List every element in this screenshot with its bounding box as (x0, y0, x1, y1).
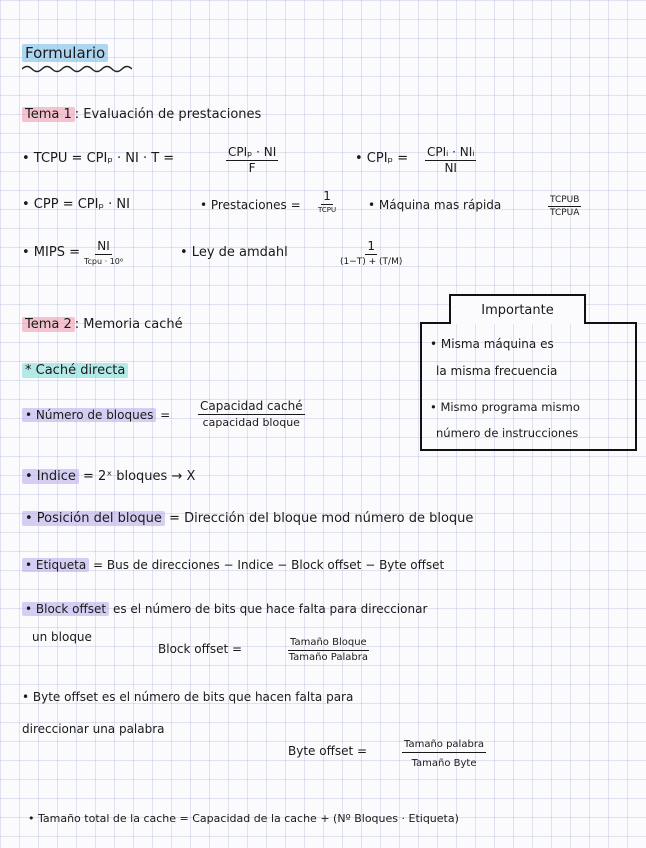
byte-offset-numerator: Tamaño palabra (402, 739, 486, 753)
tema1-title: : Evaluación de prestaciones (74, 107, 262, 122)
block-offset-denominator: Tamaño Palabra (288, 652, 368, 663)
block-offset-term: • Block offset (22, 602, 109, 616)
importante-title: Importante (449, 294, 586, 324)
tcpu-denominator: F (248, 161, 256, 175)
posicion-term: • Posición del bloque (22, 511, 165, 526)
prestaciones-numerator: 1 (323, 189, 331, 203)
tcpu-formula-lhs: • TCPU = CPIₚ · NI · T = (22, 151, 175, 166)
block-offset-numerator: Tamaño Bloque (288, 637, 369, 651)
tamano-total-row: • Tamaño total de la cache = Capacidad de la cache + (Nº Bloques · Etiqueta) (28, 812, 459, 825)
indice-term: • Indice (22, 469, 79, 484)
maquina-rapida-numerator: TCPUB (550, 195, 580, 205)
byte-offset-eq-lhs: Byte offset = (288, 744, 368, 758)
num-bloques-term: • Número de bloques (22, 408, 156, 422)
mips-lhs: • MIPS = (22, 245, 80, 260)
tema1-heading (22, 108, 261, 122)
byte-offset-line-2: direccionar una palabra (22, 722, 165, 736)
tcpu-fraction (226, 146, 278, 175)
num-bloques-eq: = (160, 408, 171, 422)
tema2-heading (22, 318, 183, 332)
mips-denominator: Tcpu · 10⁶ (84, 257, 124, 266)
importante-line-4: número de instrucciones (436, 426, 579, 440)
wavy-underline (22, 64, 132, 74)
amdahl-lhs: • Ley de amdahl (180, 245, 288, 260)
tema1-label: Tema 1 (22, 107, 75, 122)
etiqueta-rhs: = Bus de direcciones − Indice − Block offset − Byte offset (93, 558, 445, 572)
maquina-rapida-denominator: TCPUA (550, 208, 580, 218)
mips-fraction (84, 240, 123, 267)
posicion-rhs: = Dirección del bloque mod número de bloque (169, 511, 474, 526)
cpip-numerator: CPIᵢ · NIᵢ (427, 145, 475, 159)
prestaciones-denominator: TCPU (318, 206, 337, 214)
maquina-rapida-lhs: • Máquina mas rápida (368, 198, 502, 212)
block-offset-text-2: un bloque (32, 630, 92, 644)
num-bloques-fraction (198, 400, 305, 429)
cpip-denominator: NI (444, 161, 457, 175)
num-bloques-label (22, 408, 170, 422)
indice-rhs: = 2ˣ bloques → X (83, 469, 196, 484)
cpp-formula: • CPP = CPIₚ · NI (22, 197, 130, 212)
num-bloques-numerator: Capacidad caché (200, 399, 303, 413)
importante-line-1: • Misma máquina es (430, 337, 554, 351)
amdahl-denominator: (1−T) + (T/M) (340, 257, 403, 267)
indice-row (22, 470, 195, 484)
etiqueta-row (22, 558, 444, 572)
cache-directa-label: * Caché directa (22, 363, 128, 378)
num-bloques-denominator: capacidad bloque (202, 416, 300, 429)
cpip-formula-lhs: • CPIₚ = (355, 151, 409, 166)
title-text: Formulario (22, 44, 108, 62)
posicion-row (22, 512, 473, 526)
page-title (22, 44, 108, 62)
etiqueta-term: • Etiqueta (22, 558, 89, 572)
cache-directa-heading (22, 364, 128, 378)
amdahl-numerator: 1 (367, 239, 375, 253)
prestaciones-fraction (318, 190, 336, 215)
amdahl-fraction (340, 240, 402, 268)
block-offset-fraction (288, 637, 369, 664)
block-offset-eq-lhs: Block offset = (158, 642, 243, 656)
prestaciones-lhs: • Prestaciones = (200, 198, 301, 212)
tema2-title: : Memoria caché (74, 317, 183, 332)
tema2-label: Tema 2 (22, 317, 75, 332)
maquina-rapida-fraction (548, 195, 581, 218)
byte-offset-denominator: Tamaño Byte (411, 758, 477, 769)
importante-line-3: • Mismo programa mismo (430, 400, 580, 414)
byte-offset-fraction (402, 739, 486, 770)
cpip-fraction (425, 146, 476, 175)
mips-numerator: NI (97, 239, 110, 253)
byte-offset-line-1: • Byte offset es el número de bits que hacen falta para (22, 690, 354, 704)
block-offset-text: es el número de bits que hace falta para direccionar (112, 602, 428, 616)
block-offset-row (22, 602, 427, 616)
tcpu-numerator: CPIₚ · NI (228, 145, 277, 159)
importante-line-2: la misma frecuencia (436, 364, 558, 378)
